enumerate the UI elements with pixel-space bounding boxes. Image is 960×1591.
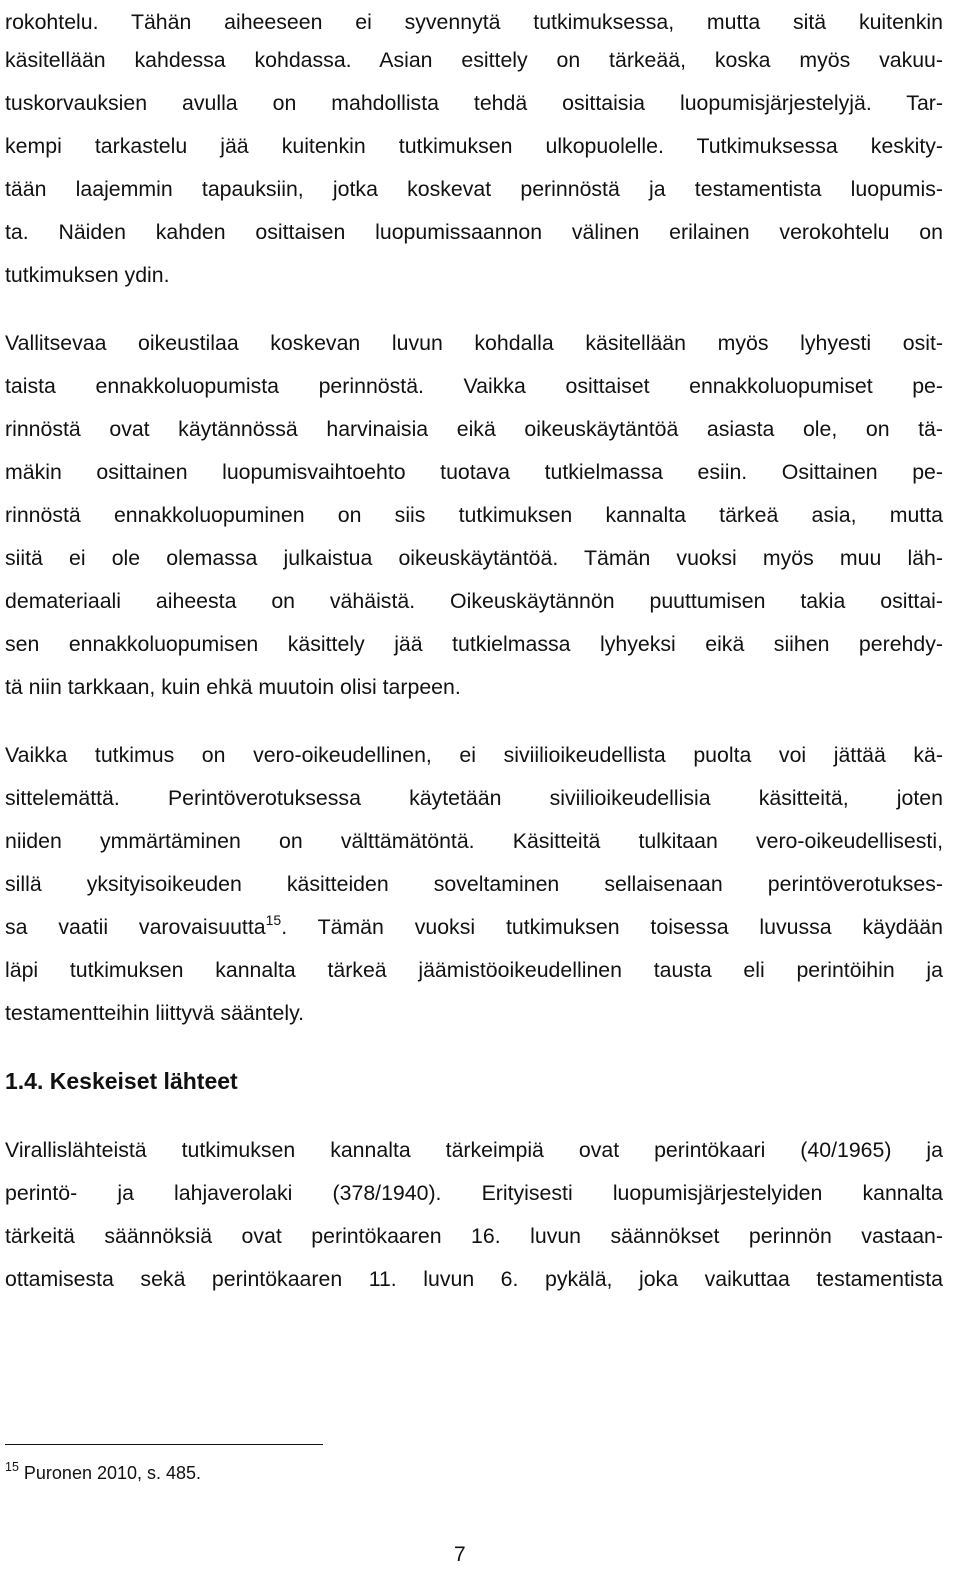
text-line: Vaikka tutkimus on vero-oikeudellinen, ei siviilioikeudellista puolta voi jättää kä- [5,743,943,767]
text-line: tutkimuksen ydin. [5,263,170,287]
text-line: tuskorvauksien avulla on mahdollista tehdä osittaisia luopumisjärjestelyjä. Tar- [5,91,943,115]
footnote-number: 15 [5,1460,19,1474]
text-line: tärkeitä säännöksiä ovat perintökaaren 16. luvun säännökset perinnön vastaan- [5,1224,943,1248]
text-segment: . Tämän vuoksi tutkimuksen toisessa luvussa käydään [281,915,944,939]
footnote-reference[interactable]: 15 [265,912,282,928]
text-line: tä niin tarkkaan, kuin ehkä muutoin olisi tarpeen. [5,675,461,699]
text-line: ottamisesta sekä perintökaaren 11. luvun 6. pykälä, joka vaikuttaa testamentista [5,1267,943,1291]
section-heading: 1.4. Keskeiset lähteet [5,1068,238,1094]
text-line: demateriaali aiheesta on vähäistä. Oikeuskäytännön puuttumisen takia osittai- [5,589,943,613]
text-line: Vallitsevaa oikeustilaa koskevan luvun kohdalla käsitellään myös lyhyesti osit- [5,331,943,355]
text-line: siitä ei ole olemassa julkaistua oikeuskäytäntöä. Tämän vuoksi myös muu läh- [5,546,943,570]
text-line: testamentteihin liittyvä sääntely. [5,1001,305,1025]
text-line [5,905,943,949]
text-line: rinnöstä ennakkoluopuminen on siis tutkimuksen kannalta tärkeä asia, mutta [5,503,943,527]
text-line: perintö- ja lahjaverolaki (378/1940). Erityisesti luopumisjärjestelyiden kannalta [5,1181,943,1205]
text-line: sen ennakkoluopumisen käsittely jää tutkielmassa lyhyeksi eikä siihen perehdy- [5,632,943,656]
page-number: 7 [454,1543,466,1566]
footnote-text: Puronen 2010, s. 485. [18,1463,202,1483]
text-line: sillä yksityisoikeuden käsitteiden soveltaminen sellaisenaan perintöverotukses- [5,872,943,896]
text-segment: sa vaatii varovaisuutta [5,915,266,939]
text-line: sittelemättä. Perintöverotuksessa käytetään siviilioikeudellisia käsitteitä, joten [5,786,943,810]
footnote [5,1458,201,1488]
text-line: käsitellään kahdessa kohdassa. Asian esittely on tärkeää, koska myös vakuu- [5,48,943,72]
text-line: niiden ymmärtäminen on välttämätöntä. Käsitteitä tulkitaan vero-oikeudellisesti, [5,829,943,853]
text-line: taista ennakkoluopumista perinnöstä. Vaikka osittaiset ennakkoluopumiset pe- [5,374,943,398]
text-line: läpi tutkimuksen kannalta tärkeä jäämistöoikeudellinen tausta eli perintöihin ja [5,958,943,982]
text-line: rokohtelu. Tähän aiheeseen ei syvennytä tutkimuksessa, mutta sitä kuitenkin [5,10,943,34]
text-line: ta. Näiden kahden osittaisen luopumissaannon välinen erilainen verokohtelu on [5,220,943,244]
text-line: mäkin osittainen luopumisvaihtoehto tuotava tutkielmassa esiin. Osittainen pe- [5,460,943,484]
text-line: kempi tarkastelu jää kuitenkin tutkimuksen ulkopuolelle. Tutkimuksessa keskity- [5,134,943,158]
text-line: tään laajemmin tapauksiin, jotka koskevat perinnöstä ja testamentista luopumis- [5,177,943,201]
text-line: rinnöstä ovat käytännössä harvinaisia eikä oikeuskäytäntöä asiasta ole, on tä- [5,417,943,441]
text-line: Virallislähteistä tutkimuksen kannalta tärkeimpiä ovat perintökaari (40/1965) ja [5,1138,943,1162]
footnote-divider [5,1444,323,1445]
